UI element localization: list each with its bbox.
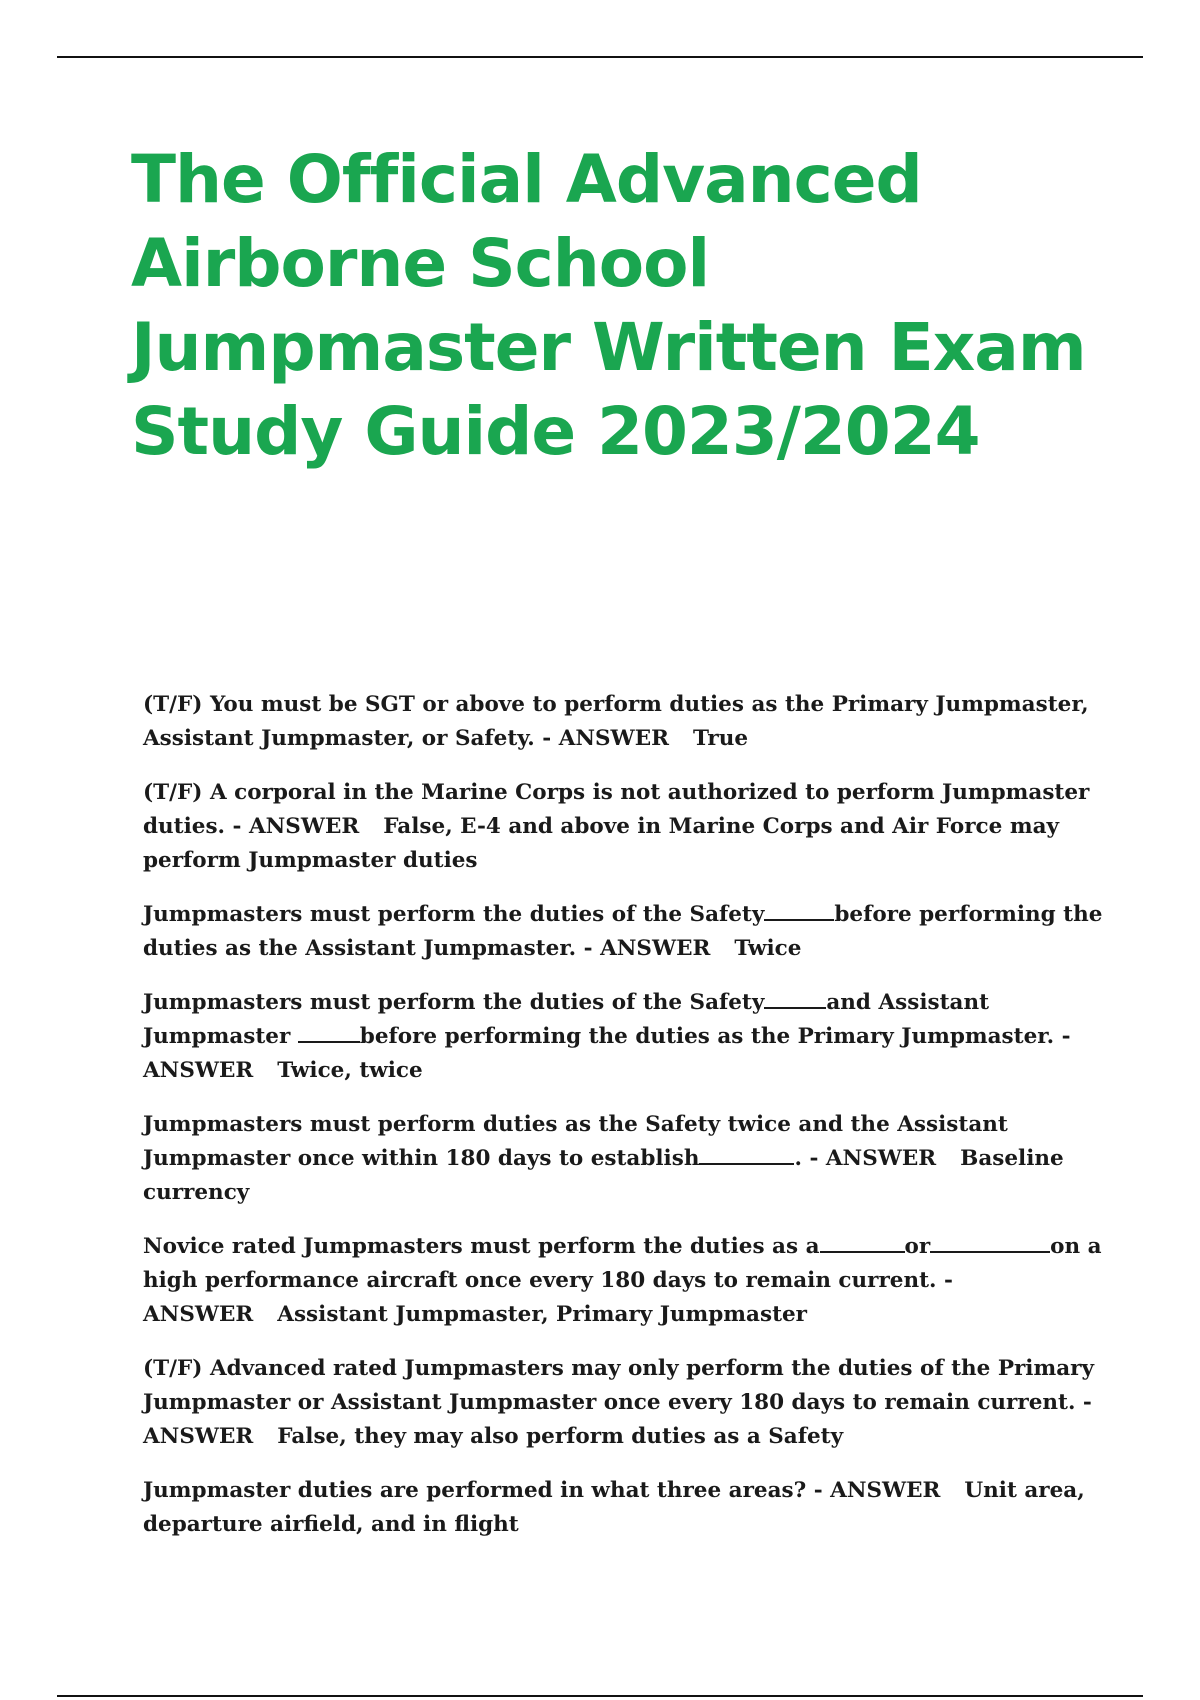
title-line: The Official Advanced (131, 141, 922, 218)
question-text: (T/F) Advanced rated Jumpmasters may only perform the duties of the Primary Jumpmaster or Assistant Jumpmaster once every 180 days to remain current. (143, 1356, 1094, 1415)
answer-label: ANSWER (825, 1146, 937, 1171)
qa-item (143, 986, 1103, 1088)
title-line: Airborne School (131, 225, 710, 302)
title-line: Study Guide 2023/2024 (131, 393, 980, 470)
answer-separator: - (801, 1146, 826, 1171)
fill-in-blank (820, 1231, 905, 1253)
answer-label: ANSWER (600, 936, 711, 961)
question-text: Novice rated Jumpmasters must perform the duties as a (143, 1234, 820, 1259)
answer-label: ANSWER (558, 726, 669, 751)
answer-separator: - (225, 814, 249, 839)
fill-in-blank (699, 1143, 794, 1165)
answer-text: Unit area, departure airfield, and in flight (143, 1478, 1085, 1537)
fill-in-blank (764, 987, 826, 1009)
answer-text: False, E-4 and above in Marine Corps and Air Force may perform Jumpmaster duties (143, 814, 1059, 873)
question-text: or (904, 1234, 931, 1259)
answer-label: ANSWER (143, 1424, 254, 1449)
question-text: on a high performance aircraft once every 180 days to remain current. (143, 1234, 1102, 1293)
question-text: before performing the duties as the Primary Jumpmaster. (359, 1024, 1055, 1049)
answer-label: ANSWER (830, 1478, 941, 1503)
answer-text: Assistant Jumpmaster, Primary Jumpmaster (277, 1302, 808, 1327)
qa-item (143, 688, 1103, 756)
answer-separator: - (1054, 1024, 1071, 1049)
question-text: before performing the duties as the Assistant Jumpmaster. (143, 902, 1103, 961)
question-text: . (794, 1146, 802, 1171)
question-text: (T/F) A corporal in the Marine Corps is not authorized to perform Jumpmaster duties. (143, 780, 1090, 839)
answer-text: True (692, 726, 749, 751)
qa-item (143, 898, 1103, 966)
answer-text: Baseline currency (143, 1146, 1064, 1205)
question-text: Jumpmasters must perform duties as the Safety twice and the Assistant Jumpmaster once within 180 days to establish (143, 1112, 1008, 1171)
answer-separator: - (576, 936, 601, 961)
answer-label: ANSWER (143, 1058, 254, 1083)
document-title (131, 138, 1131, 474)
answer-label: ANSWER (143, 1302, 254, 1327)
qa-item (143, 1108, 1103, 1210)
answer-text: False, they may also perform duties as a Safety (277, 1424, 844, 1449)
answer-text: Twice, twice (277, 1058, 423, 1083)
qa-item (143, 1230, 1103, 1332)
answer-text: Twice (734, 936, 802, 961)
question-text: (T/F) You must be SGT or above to perform duties as the Primary Jumpmaster, Assistant Jumpmaster, or Safety. (143, 692, 1089, 751)
qa-item (143, 1352, 1103, 1454)
qa-list (143, 688, 1103, 1562)
qa-item (143, 776, 1103, 878)
question-text: Jumpmasters must perform the duties of the Safety (143, 902, 765, 927)
answer-separator: - (806, 1478, 831, 1503)
bottom-rule (57, 1695, 1143, 1697)
answer-separator: - (1075, 1390, 1092, 1415)
fill-in-blank (764, 899, 834, 921)
fill-in-blank (298, 1021, 360, 1043)
question-text: Jumpmasters must perform the duties of the Safety (143, 990, 765, 1015)
top-rule (57, 56, 1143, 58)
question-text: and Assistant Jumpmaster (143, 990, 990, 1049)
answer-separator: - (534, 726, 559, 751)
fill-in-blank (930, 1231, 1050, 1253)
answer-separator: - (936, 1268, 953, 1293)
title-line: Jumpmaster Written Exam (131, 309, 1086, 386)
qa-item (143, 1474, 1103, 1542)
question-text: Jumpmaster duties are performed in what three areas? (143, 1478, 807, 1503)
answer-label: ANSWER (248, 814, 360, 839)
